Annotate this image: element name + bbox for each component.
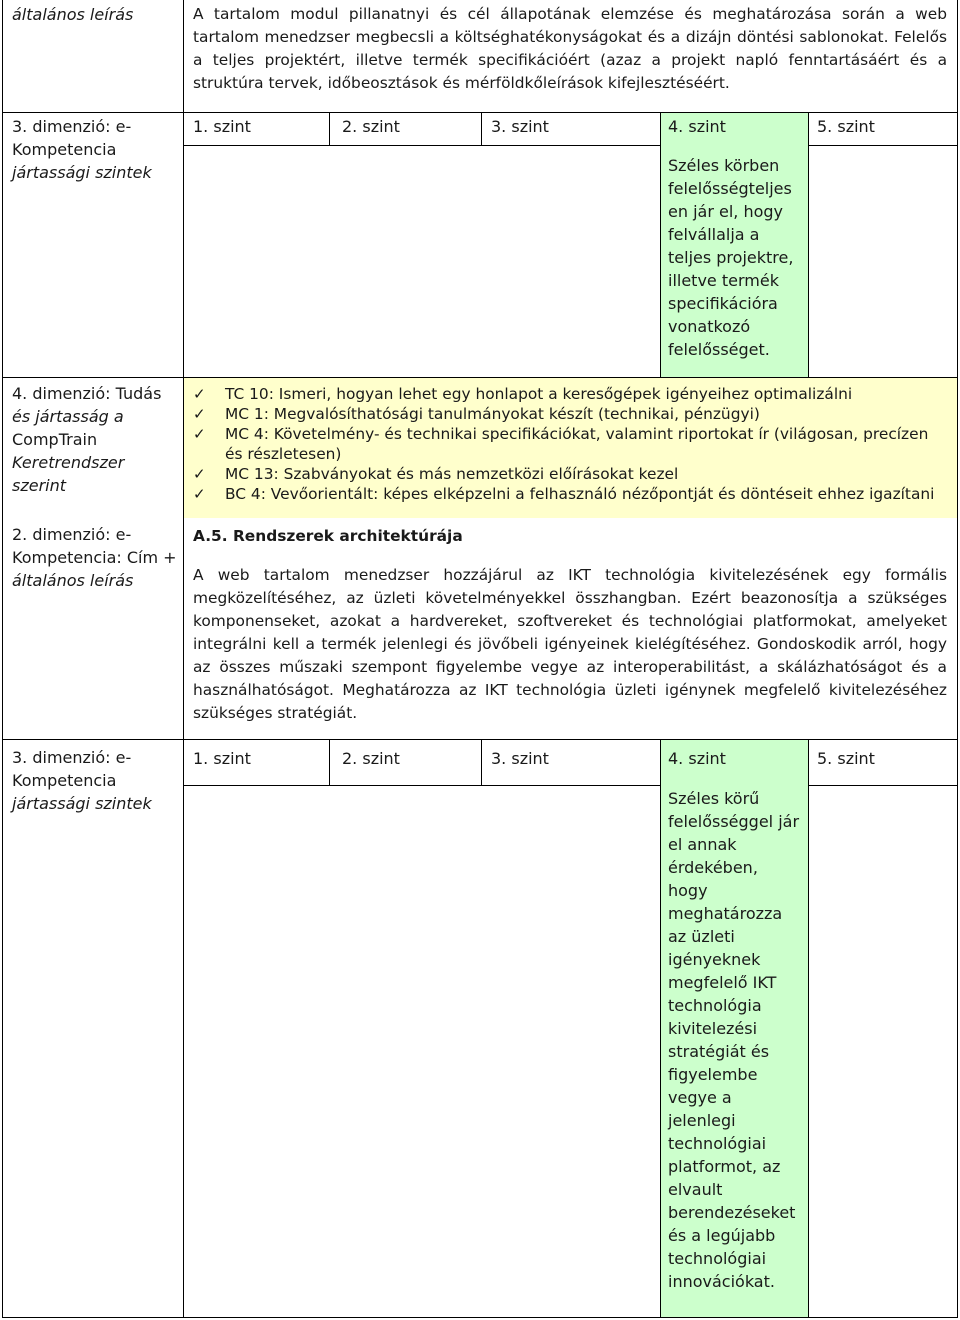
list-item: ✓ MC 4: Követelmény- és technikai specifikációkat, valamint riportokat ír (világosan, precízen és részletesen) [193,425,929,463]
competence-description: A web tartalom menedzser hozzájárul az IKT technológia kivitelezésének egy formális megközelítéséhez, az üzleti követelményekkel összhangban. Ezért beazonosítja a szükséges komponenseket, azokat a hardvereket, szoftvereket és technológiai platformokat, amelyeket integrálni kell a termék jelenlegi és jövőbeli igényeinek kielégítéséhez. Gondoskodik arról, hogy az összes műszaki szempont figyelembe vegye az interoperabilitást, a skálázhatóságot és a használhatóságot. Meghatározza az IKT technológia üzleti igénynek megfelelő kivitelezéséhez szükséges stratégiát. [193,566,947,722]
level-4-label: 4. szint [668,749,726,768]
list-item: ✓ BC 4: Vevőorientált: képes elképzelni a felhasználó nézőpontját és döntéseit ehhez igazítani [193,485,935,503]
dimension-3-label: 3. dimenzió: e- Kompetencia jártassági szintek [12,748,152,813]
level-5-label: 5. szint [817,749,875,768]
checkmark-icon: ✓ [193,385,206,403]
level-4-label: 4. szint [668,117,726,136]
level-3-label: 3. szint [491,749,549,768]
checkmark-icon: ✓ [193,485,206,503]
dimension-2-label: 2. dimenzió: e- Kompetencia: Cím + általános leírás [12,525,177,590]
dimension-3-label: 3. dimenzió: e- Kompetencia jártassági szintek [12,117,152,182]
row-divider [2,739,958,740]
general-description-label: általános leírás [12,5,134,24]
level-5-label: 5. szint [817,117,875,136]
row-divider [2,1317,958,1318]
level-3-label: 3. szint [491,117,549,136]
competence-title: A.5. Rendszerek architektúrája [193,527,463,545]
dimension-4-label: 4. dimenzió: Tudás és jártasság a CompTrain Keretrendszer szerint [12,384,162,495]
level-4-description: Széles körben felelősségteljes en jár el, hogy felvállalja a teljes projektre, illetve termék specifikációra vonatkozó felelősséget. [668,156,794,359]
level-4-description: Széles körű felelősséggel jár el annak érdekében, hogy meghatározza az üzleti igényeknek megfelelő IKT technológia kivitelezési stratégiát és figyelembe vegye a jelenlegi technológiai platformot, az elvault berendezéseket és a legújabb technológiai innovációkat. [668,789,800,1291]
checkmark-icon: ✓ [193,405,206,423]
table-border-left [2,0,3,1318]
checkmark-icon: ✓ [193,465,206,483]
checkmark-icon: ✓ [193,425,206,443]
level-2-label: 2. szint [342,749,400,768]
level-2-label: 2. szint [342,117,400,136]
row-divider [2,112,958,113]
table-border-right [957,0,958,1318]
level-1-label: 1. szint [193,117,251,136]
list-item: ✓ MC 13: Szabványokat és más nemzetközi előírásokat kezel [193,465,679,483]
top-description: A tartalom modul pillanatnyi és cél állapotának elemzése és meghatározása során a web tartalom menedzser megbecsli a költséghatékonyságokat és a dizájn döntési sablonokat. Felelős a teljes projektért, illetve termék specifikációért (azaz a projekt napló fenntartásáért és a struktúra tervek, időbeosztások és mérföldkőleírások kifejlesztéséért. [193,5,947,92]
list-item: ✓ TC 10: Ismeri, hogyan lehet egy honlapot a keresőgépek igényeihez optimalizálni [193,385,853,403]
table-border-divider [183,0,184,1318]
list-item: ✓ MC 1: Megvalósíthatósági tanulmányokat készít (technikai, pénzügyi) [193,405,760,423]
competency-list [193,384,947,504]
level-1-label: 1. szint [193,749,251,768]
